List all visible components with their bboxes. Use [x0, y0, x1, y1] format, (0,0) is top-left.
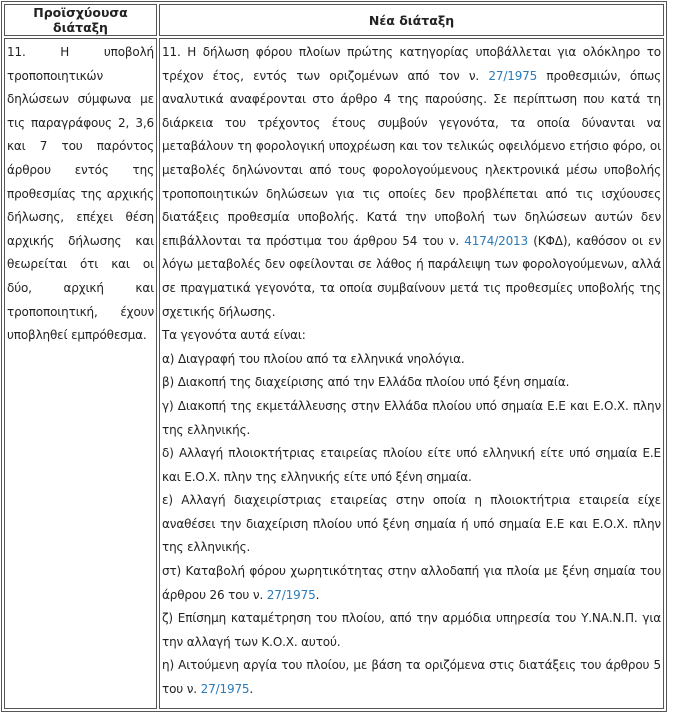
text: προθεσμιών, όπως αναλυτικά αναφέρονται στο άρθρο 4 της παρούσης. Σε περίπτωση που κατά τη διάρκεια του τρέχοντος έτους συμβούν γεγονότα, τα οποία δύνανται να μεταβάλουν τη φορολογική υποχρέωση και τον τελικώς οφειλόμενο ετήσιο φόρο, οι μεταβολές δηλώνονται από τους φορολογούμενους ηλεκτρονικά μέσω υποβολής τροποποιητικών δηλώσεων για τις οποίες δεν προβλέπεται από τις ισχύουσες διατάξεις προθεσμία υποβολής. Κατά την υποβολή των δηλώσεων αυτών δεν επιβάλλονται τα πρόστιμα του άρθρου 54 του ν.: [162, 68, 661, 248]
comparison-table: [1, 1, 667, 712]
table-row: [4, 38, 664, 709]
text: .: [249, 682, 254, 697]
event-item-c: γ) Διακοπή της εκμετάλλευσης στην Ελλάδα πλοίου υπό σημαία Ε.Ε και Ε.Ο.Χ. πλην της ελληνικής.: [162, 398, 661, 437]
text: στ) Καταβολή φόρου χωρητικότητας στην αλλοδαπή για πλοία με ξένη σημαία του άρθρου 26 του ν.: [162, 564, 661, 602]
event-item-b: β) Διακοπή της διαχείρισης από την Ελλάδα πλοίου υπό ξένη σημαία.: [162, 375, 570, 390]
header-row: [4, 4, 664, 36]
event-item-e: ε) Αλλαγή διαχειρίστριας εταιρείας στην οποία η πλοιοκτήτρια εταιρεία είχε αναθέσει την διαχείριση πλοίου υπό ξένη σημαία ή υπό σημαία Ε.Ε και Ε.Ο.Χ. πλην της ελληνικής.: [162, 493, 661, 555]
text: .: [315, 587, 320, 602]
old-provision-cell: [4, 38, 157, 709]
new-provision-cell: [159, 38, 664, 709]
event-item-a: α) Διαγραφή του πλοίου από τα ελληνικά νηολόγια.: [162, 351, 465, 366]
event-item-d: δ) Αλλαγή πλοιοκτήτριας εταιρείας πλοίου είτε υπό ελληνική είτε υπό σημαία Ε.Ε και Ε.Ο.Χ. πλην της ελληνικής είτε υπό ξένη σημαία.: [162, 446, 661, 484]
events-intro: Τα γεγονότα αυτά είναι:: [162, 328, 306, 343]
law-link-27-1975[interactable]: 27/1975: [200, 682, 250, 697]
law-link-27-1975[interactable]: 27/1975: [266, 587, 316, 602]
law-link-27-1975[interactable]: 27/1975: [488, 68, 538, 83]
event-item-st: [162, 560, 661, 607]
event-item-h: [162, 654, 661, 701]
new-provision-paragraph: [162, 41, 661, 324]
text: η) Αιτούμενη αργία του πλοίου, με βάση τα οριζόμενα στις διατάξεις του άρθρου 5 του ν.: [162, 658, 661, 697]
text: 11. Η δήλωση φόρου πλοίων πρώτης κατηγορίας υποβάλλεται για ολόκληρο το τρέχον έτος, εντός των οριζομένων από τον ν.: [162, 45, 661, 83]
old-provision-text: 11. Η υποβολή τροποποιητικών δηλώσεων σύμφωνα με τις παραγράφους 2, 3,6 και 7 του παρόντος άρθρου εντός της προθεσμίας της αρχικής δήλωσης, επέχει θέση αρχικής δήλωσης και θεωρείται ότι και οι δύο, αρχική και τροποποιητική, έχουν υποβληθεί εμπρόθεσμα.: [7, 45, 154, 343]
text: (ΚΦΔ), καθόσον οι εν λόγω μεταβολές δεν οφείλονται σε λάθος ή παράλειψη των φορολογούμενων, αλλά σε πραγματικά γεγονότα, τα οποία συμβαίνουν μετά τις προθεσμίες υποβολής της σχετικής δήλωσης.: [162, 233, 662, 319]
event-item-z: ζ) Επίσημη καταμέτρηση του πλοίου, από την αρμόδια υπηρεσία του Υ.ΝΑ.Ν.Π. για την αλλαγή των Κ.Ο.Χ. αυτού.: [162, 611, 661, 649]
header-old-provision: Προϊσχύουσα διάταξη: [4, 4, 157, 36]
header-new-provision: Νέα διάταξη: [159, 4, 664, 36]
law-link-4174-2013[interactable]: 4174/2013: [464, 233, 529, 248]
